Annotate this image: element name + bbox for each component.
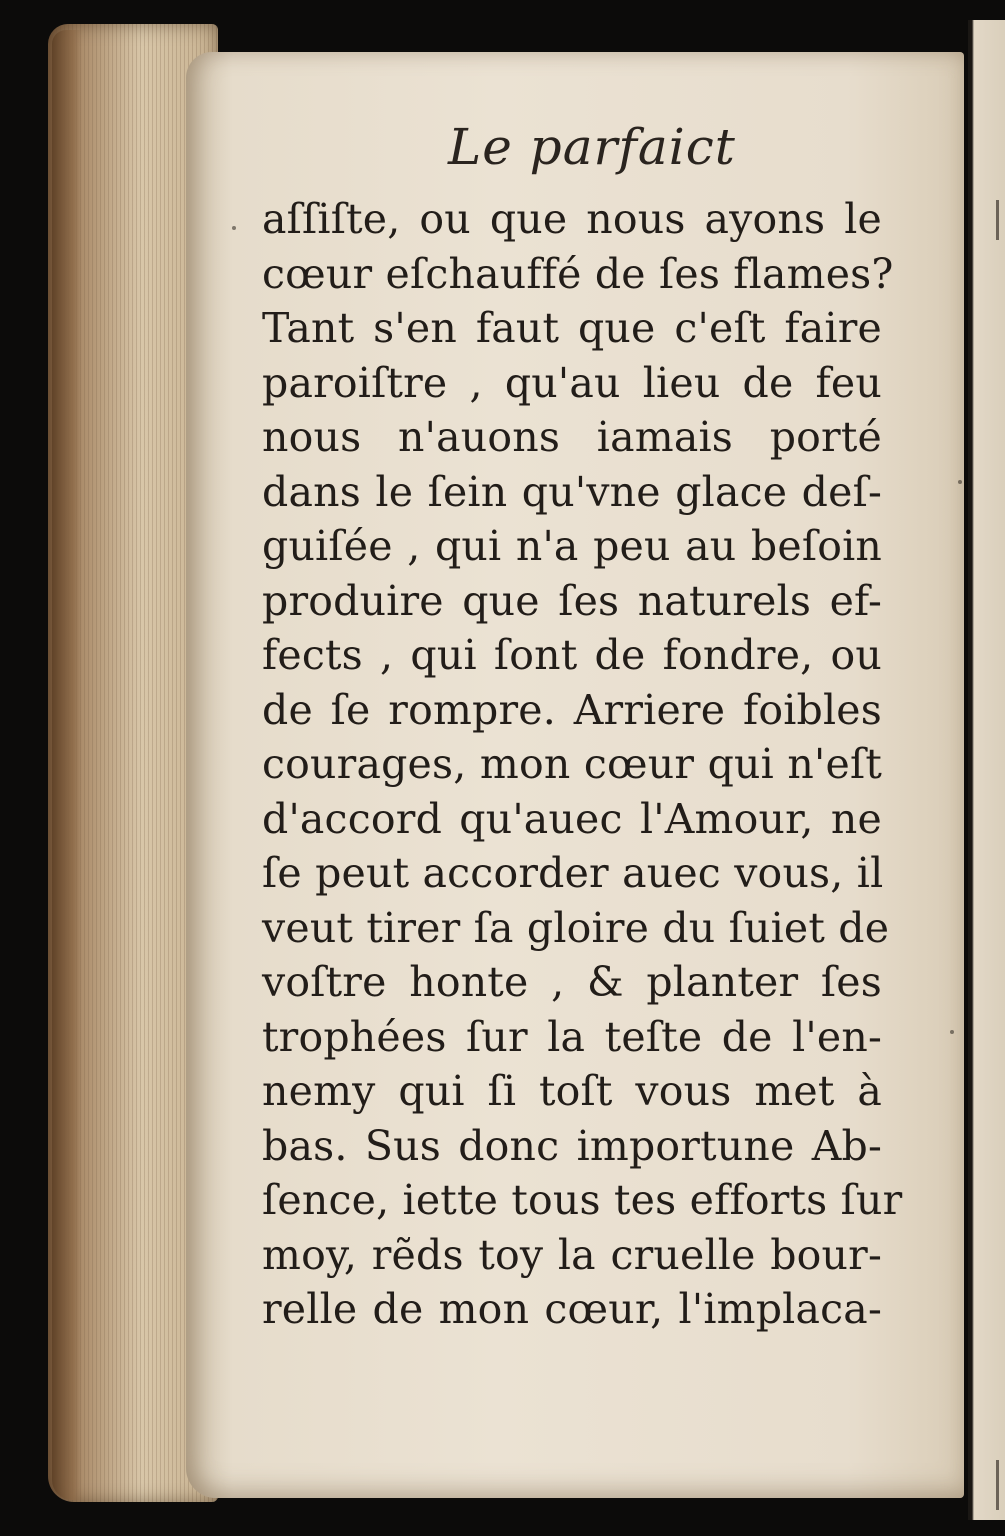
text-line: fects , qui ſont de fondre, ou <box>262 631 882 679</box>
text-line: dans le ſein qu'vne glace deſ- <box>262 467 882 516</box>
text-line: paroiſtre , qu'au lieu de feu <box>262 358 882 407</box>
text-line: courages, mon cœur qui n'eſt <box>262 740 882 788</box>
text-line: relle de mon cœur, l'implaca- <box>262 1285 882 1333</box>
ink-speck <box>958 480 962 484</box>
ink-speck <box>950 1030 954 1034</box>
text-line: voſtre honte , & planter ſes <box>262 958 882 1006</box>
adjacent-page-mark <box>996 1460 999 1510</box>
text-line: bas. Sus donc importune Ab- <box>262 1121 882 1170</box>
text-line: ſe peut accorder auec vous, il <box>262 849 884 897</box>
running-head: Le parfaict <box>448 118 736 176</box>
text-line: nemy qui ſi toſt vous met à <box>262 1067 882 1115</box>
text-line: Tant s'en faut que c'eſt faire <box>262 304 882 352</box>
text-line: trophées ſur la teſte de l'en- <box>262 1012 882 1061</box>
text-line: ſence, iette tous tes efforts ſur <box>262 1176 903 1224</box>
book-spine <box>52 30 82 1500</box>
text-line: de ſe rompre. Arriere foibles <box>262 685 882 734</box>
ink-speck <box>232 226 236 230</box>
text-line: produire que ſes naturels ef- <box>262 576 882 625</box>
adjacent-page-edge <box>968 20 1005 1520</box>
text-line: veut tirer ſa gloire du ſuiet de <box>262 903 890 952</box>
text-line: cœur eſchauffé de ſes flames? <box>262 249 894 298</box>
text-line: moy, rẽds toy la cruelle bour- <box>262 1230 882 1279</box>
text-line: d'accord qu'auec l'Amour, ne <box>262 794 882 843</box>
text-line: nous n'auons iamais porté <box>262 413 882 461</box>
page-body-text <box>262 192 903 1337</box>
text-line: aſſiſte, ou que nous ayons le <box>262 195 882 243</box>
text-line: guiſée , qui n'a peu au beſoin <box>262 522 882 570</box>
adjacent-page-mark <box>996 200 999 240</box>
